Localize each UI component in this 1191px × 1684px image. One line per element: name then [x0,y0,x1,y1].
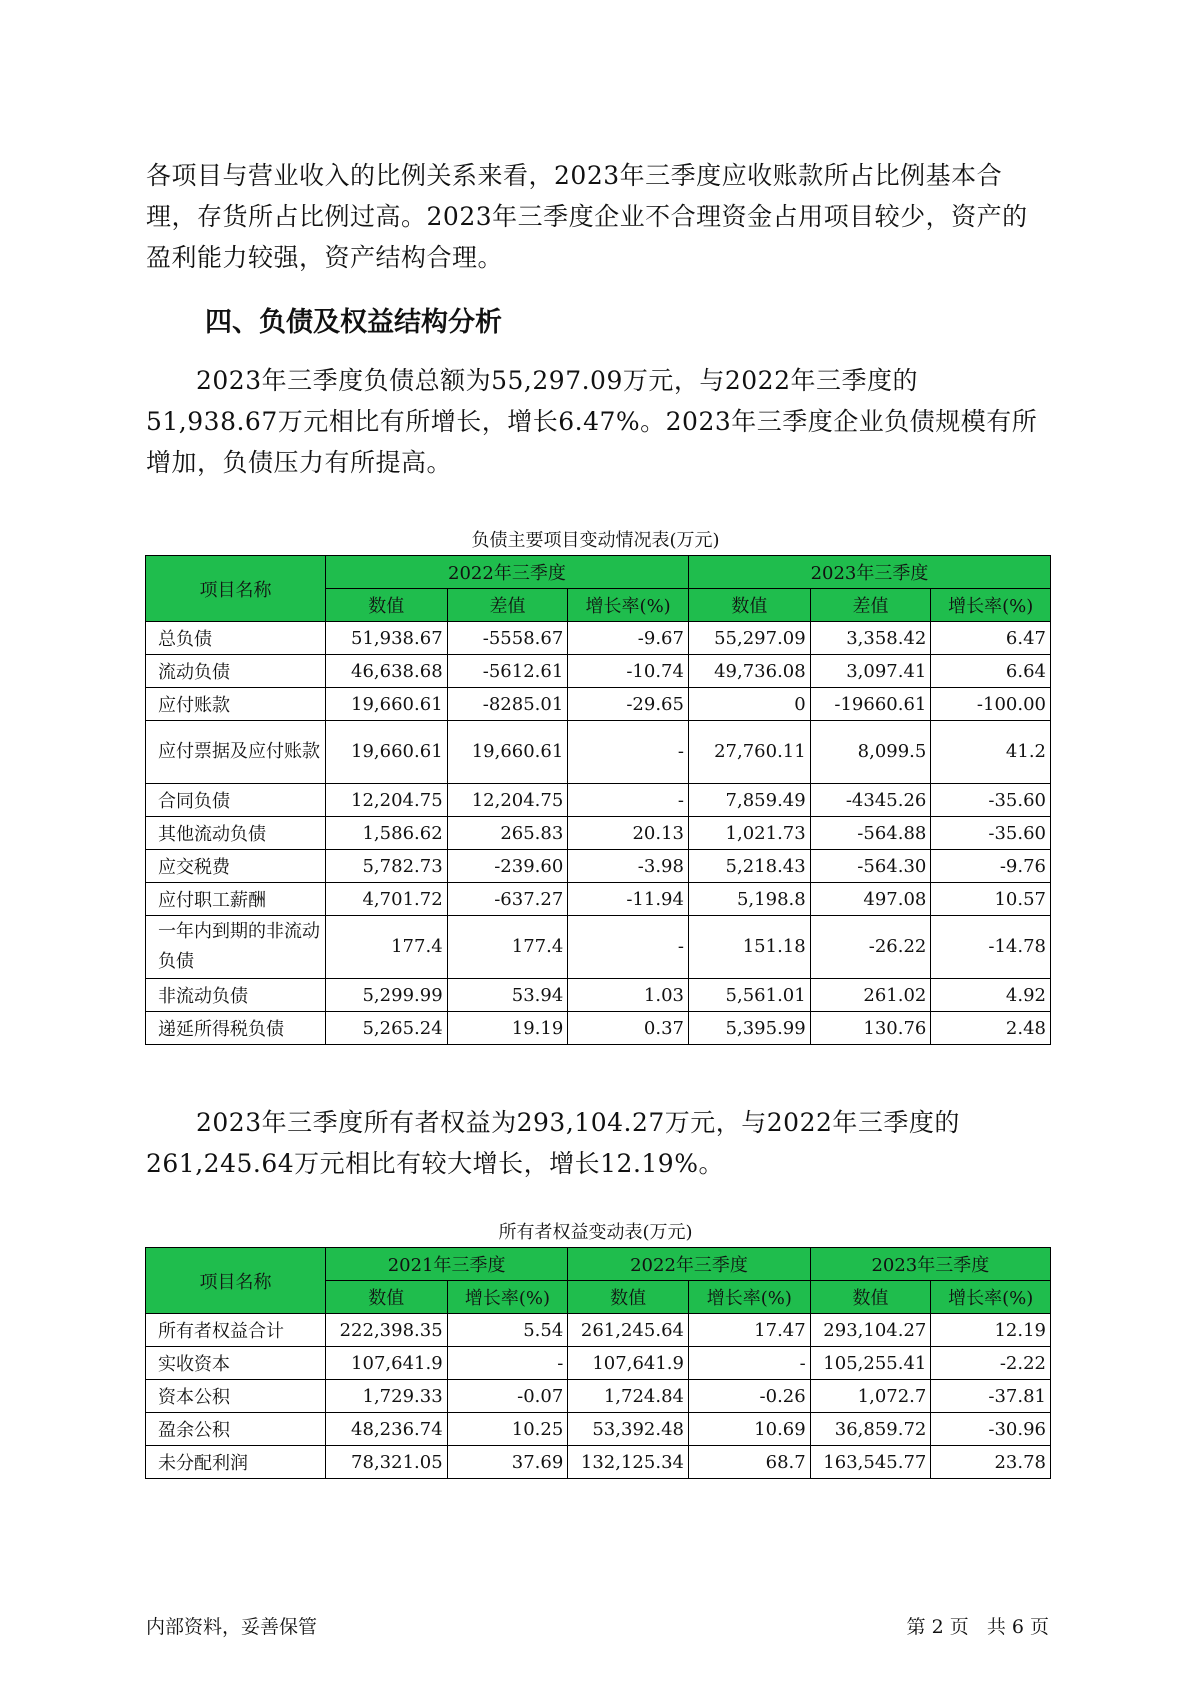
table-cell: 37.69 [447,1446,568,1479]
row-label: 应付职工薪酬 [146,883,326,916]
table-cell: 12.19 [931,1314,1051,1347]
liability-table-body [146,622,1051,1045]
subheader: 数值 [568,1281,689,1314]
table-cell: 10.57 [931,883,1051,916]
table-cell: 1.03 [568,979,689,1012]
table-cell: 19,660.61 [325,721,447,784]
subheader: 增长率(%) [447,1281,568,1314]
row-label: 合同负债 [146,784,326,817]
table-cell: 222,398.35 [325,1314,447,1347]
table-row [146,1314,1051,1347]
table-cell: -4345.26 [810,784,931,817]
table-cell: 4.92 [931,979,1051,1012]
table-cell: 53,392.48 [568,1413,689,1446]
table-row [146,1446,1051,1479]
table-cell: 177.4 [447,916,568,979]
table-cell: -0.07 [447,1380,568,1413]
intro-paragraph: 各项目与营业收入的比例关系来看，2023年三季度应收账款所占比例基本合理，存货所占比例过高。2023年三季度企业不合理资金占用项目较少，资产的盈利能力较强，资产结构合理。 [146,161,1028,272]
table-row [146,655,1051,688]
table-cell: 20.13 [568,817,689,850]
table-cell: -11.94 [568,883,689,916]
table-cell: -37.81 [931,1380,1051,1413]
liability-table-caption: 负债主要项目变动情况表(万元) [471,530,720,551]
table-cell: -0.26 [688,1380,810,1413]
subheader: 数值 [688,589,810,622]
table-cell: -637.27 [447,883,568,916]
table-cell: 5,218.43 [688,850,810,883]
table-row [146,916,1051,979]
row-label: 应付账款 [146,688,326,721]
table-cell: - [568,916,689,979]
table-cell: 53.94 [447,979,568,1012]
table-cell: -2.22 [931,1347,1051,1380]
table-cell: 261.02 [810,979,931,1012]
table-cell: 130.76 [810,1012,931,1045]
row-label: 其他流动负债 [146,817,326,850]
table-cell: 3,358.42 [810,622,931,655]
item-name-header: 项目名称 [146,556,326,622]
row-label: 所有者权益合计 [146,1314,326,1347]
period-header: 2022年三季度 [325,556,688,589]
table-cell: 23.78 [931,1446,1051,1479]
item-name-header: 项目名称 [146,1248,326,1314]
subheader: 差值 [810,589,931,622]
row-label: 递延所得税负债 [146,1012,326,1045]
equity-paragraph: 2023年三季度所有者权益为293,104.27万元，与2022年三季度的261,245.64万元相比有较大增长，增长12.19%。 [146,1108,960,1178]
table-cell: 5,265.24 [325,1012,447,1045]
equity-table-body [146,1314,1051,1479]
table-cell: -30.96 [931,1413,1051,1446]
table-cell: 3,097.41 [810,655,931,688]
row-label: 流动负债 [146,655,326,688]
table-cell: 1,072.7 [810,1380,931,1413]
table-cell: -5558.67 [447,622,568,655]
table-cell: - [447,1347,568,1380]
table-cell: 68.7 [688,1446,810,1479]
table-cell: 163,545.77 [810,1446,931,1479]
table-cell: -9.76 [931,850,1051,883]
table-cell: -19660.61 [810,688,931,721]
table-cell: -9.67 [568,622,689,655]
table-cell: 5,299.99 [325,979,447,1012]
table-cell: -10.74 [568,655,689,688]
subheader: 增长率(%) [931,589,1051,622]
table-row [146,817,1051,850]
table-cell: 1,021.73 [688,817,810,850]
period-header: 2023年三季度 [688,556,1050,589]
table-cell: 10.69 [688,1413,810,1446]
row-label: 总负债 [146,622,326,655]
subheader: 增长率(%) [568,589,689,622]
table-cell: 6.47 [931,622,1051,655]
table-row [146,1012,1051,1045]
table-cell: -35.60 [931,817,1051,850]
table-cell: 78,321.05 [325,1446,447,1479]
table-cell: 6.64 [931,655,1051,688]
equity-table-caption: 所有者权益变动表(万元) [498,1222,693,1243]
table-cell: 51,938.67 [325,622,447,655]
table-cell: -100.00 [931,688,1051,721]
subheader: 数值 [810,1281,931,1314]
table-cell: 49,736.08 [688,655,810,688]
table-cell: 5.54 [447,1314,568,1347]
subheader: 数值 [325,1281,447,1314]
subheader: 数值 [325,589,447,622]
table-cell: - [568,721,689,784]
table-cell: 48,236.74 [325,1413,447,1446]
table-cell: 27,760.11 [688,721,810,784]
row-label: 应交税费 [146,850,326,883]
table-cell: 19,660.61 [325,688,447,721]
table-cell: 36,859.72 [810,1413,931,1446]
section-heading: 四、负债及权益结构分析 [205,307,502,338]
table-row [146,850,1051,883]
table-cell: 177.4 [325,916,447,979]
table-cell: 107,641.9 [325,1347,447,1380]
table-cell: 0.37 [568,1012,689,1045]
row-label: 一年内到期的非流动负债 [146,916,326,979]
table-cell: -35.60 [931,784,1051,817]
period-header: 2023年三季度 [810,1248,1050,1281]
row-label: 资本公积 [146,1380,326,1413]
table-cell: 0 [688,688,810,721]
table-cell: 12,204.75 [325,784,447,817]
table-row [146,688,1051,721]
table-row [146,1347,1051,1380]
table-cell: 19.19 [447,1012,568,1045]
table-cell: -26.22 [810,916,931,979]
table-row [146,784,1051,817]
table-row [146,721,1051,784]
row-label: 应付票据及应付账款 [146,721,326,784]
table-row [146,1380,1051,1413]
table-cell: -564.30 [810,850,931,883]
table-cell: 41.2 [931,721,1051,784]
table-cell: - [688,1347,810,1380]
equity-table [145,1247,1051,1479]
row-label: 盈余公积 [146,1413,326,1446]
table-cell: -564.88 [810,817,931,850]
table-cell: 46,638.68 [325,655,447,688]
period-header: 2022年三季度 [568,1248,810,1281]
table-cell: -29.65 [568,688,689,721]
table-row [146,883,1051,916]
footer-page-number: 第 2 页 共 6 页 [906,1616,1049,1638]
table-cell: 17.47 [688,1314,810,1347]
table-row [146,622,1051,655]
table-cell: 132,125.34 [568,1446,689,1479]
table-row [146,979,1051,1012]
subheader: 增长率(%) [688,1281,810,1314]
subheader: 增长率(%) [931,1281,1051,1314]
table-cell: 265.83 [447,817,568,850]
table-cell: 107,641.9 [568,1347,689,1380]
table-cell: 19,660.61 [447,721,568,784]
table-cell: - [568,784,689,817]
table-cell: 4,701.72 [325,883,447,916]
row-label: 实收资本 [146,1347,326,1380]
table-cell: 151.18 [688,916,810,979]
subheader: 差值 [447,589,568,622]
table-cell: 5,782.73 [325,850,447,883]
table-cell: -5612.61 [447,655,568,688]
table-cell: -3.98 [568,850,689,883]
table-cell: -239.60 [447,850,568,883]
table-cell: 2.48 [931,1012,1051,1045]
table-cell: 293,104.27 [810,1314,931,1347]
liability-paragraph: 2023年三季度负债总额为55,297.09万元，与2022年三季度的51,938.67万元相比有所增长，增长6.47%。2023年三季度企业负债规模有所增加，负债压力有所提高。 [146,366,1038,477]
table-cell: -14.78 [931,916,1051,979]
table-cell: 7,859.49 [688,784,810,817]
table-cell: 12,204.75 [447,784,568,817]
table-cell: 10.25 [447,1413,568,1446]
table-cell: 5,561.01 [688,979,810,1012]
table-cell: 261,245.64 [568,1314,689,1347]
table-cell: 5,395.99 [688,1012,810,1045]
table-cell: 1,586.62 [325,817,447,850]
footer-confidential-note: 内部资料，妥善保管 [146,1616,318,1638]
row-label: 未分配利润 [146,1446,326,1479]
table-cell: 5,198.8 [688,883,810,916]
table-cell: 8,099.5 [810,721,931,784]
table-cell: 1,729.33 [325,1380,447,1413]
table-cell: -8285.01 [447,688,568,721]
table-row [146,1413,1051,1446]
liability-table [145,555,1051,1045]
period-header: 2021年三季度 [325,1248,567,1281]
table-cell: 497.08 [810,883,931,916]
row-label: 非流动负债 [146,979,326,1012]
table-cell: 55,297.09 [688,622,810,655]
table-cell: 1,724.84 [568,1380,689,1413]
table-cell: 105,255.41 [810,1347,931,1380]
